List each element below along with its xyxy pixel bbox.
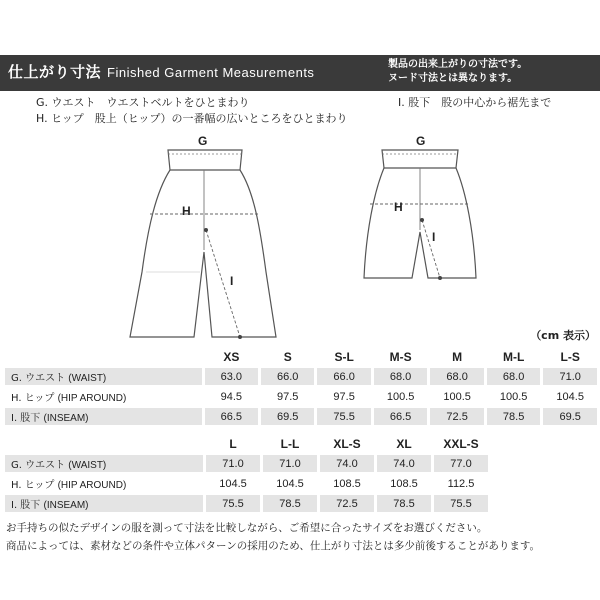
- definition-inseam: I. 股下 股の中心から裾先まで: [398, 96, 552, 109]
- row-label-en: (INSEAM): [43, 413, 89, 424]
- table-cell: 74.0: [320, 455, 374, 472]
- table-cell: 104.5: [206, 475, 260, 492]
- table-cell: 72.5: [320, 495, 374, 512]
- measurement-definitions-right: [398, 95, 551, 111]
- unit-note: （cm 表示）: [530, 329, 596, 342]
- table-cell: 66.5: [205, 408, 258, 425]
- title-en: Finished Garment Measurements: [107, 65, 315, 80]
- table-cell: 63.0: [205, 368, 258, 385]
- table-row-inseam: [5, 495, 488, 512]
- table-cell: 66.0: [317, 368, 370, 385]
- table-cell: 112.5: [434, 475, 488, 492]
- header-note: [388, 58, 527, 86]
- diagram-label-inseam: I: [432, 230, 436, 244]
- table-cell: 100.5: [430, 388, 484, 405]
- table-row-hip: [5, 388, 597, 405]
- long-pants-illustration: [120, 132, 290, 342]
- table-cell: 66.5: [374, 408, 428, 425]
- table-cell: 71.0: [263, 455, 317, 472]
- table-cell: 68.0: [430, 368, 484, 385]
- table-cell: 78.5: [263, 495, 317, 512]
- definition-hip: H. ヒップ 股上（ヒップ）の一番幅の広いところをひとまわり: [36, 112, 348, 125]
- table-row-waist: [5, 368, 597, 385]
- table-cell: 97.5: [261, 388, 314, 405]
- diagram-label-hip: H: [394, 200, 403, 214]
- row-label-en: (HIP AROUND): [57, 393, 127, 404]
- table-cell: 94.5: [205, 388, 258, 405]
- table-cell: 78.5: [377, 495, 431, 512]
- header-note-line: 製品の出来上がりの寸法です。: [388, 59, 528, 70]
- table-cell: 108.5: [377, 475, 431, 492]
- table-row-inseam: [5, 408, 597, 425]
- row-label-waist: [5, 368, 202, 385]
- size-header: L: [229, 436, 237, 451]
- diagram-label-inseam: I: [230, 274, 234, 288]
- table-cell: 66.0: [261, 368, 314, 385]
- table-cell: 71.0: [543, 368, 597, 385]
- diagram-label-waist: G: [416, 134, 426, 148]
- table-cell: 68.0: [487, 368, 541, 385]
- definition-waist: G. ウエスト ウエストベルトをひとまわり: [36, 96, 250, 109]
- table-cell: 69.5: [543, 408, 597, 425]
- table-cell: 104.5: [543, 388, 597, 405]
- size-header: S: [283, 349, 292, 364]
- row-label-jp: G. ウエスト: [11, 373, 69, 384]
- size-header: XS: [223, 349, 240, 364]
- footer-notes: [6, 519, 540, 555]
- table-cell: 71.0: [206, 455, 260, 472]
- header-blank: [5, 435, 203, 452]
- header-note-line: ヌード寸法とは異なります。: [388, 73, 518, 84]
- table-cell: 75.5: [434, 495, 488, 512]
- table-cell: 108.5: [320, 475, 374, 492]
- short-pants-diagram: [360, 132, 480, 282]
- table-cell: 68.0: [374, 368, 428, 385]
- table-row-hip: [5, 475, 488, 492]
- row-label-hip: [5, 388, 202, 405]
- short-pants-illustration: [360, 132, 480, 282]
- row-label-inseam: [5, 495, 203, 512]
- size-header-row: [5, 348, 597, 365]
- header-blank: [5, 348, 202, 365]
- table-cell: 100.5: [374, 388, 428, 405]
- row-label-en: (HIP AROUND): [57, 480, 127, 491]
- size-header-row: [5, 435, 488, 452]
- row-label-jp: I. 股下: [11, 500, 44, 511]
- size-header: XL: [396, 436, 412, 451]
- row-label-waist: [5, 455, 203, 472]
- table-cell: 69.5: [261, 408, 314, 425]
- size-header: M-S: [389, 349, 412, 364]
- size-header: L-L: [280, 436, 300, 451]
- title-jp: 仕上がり寸法: [8, 63, 102, 81]
- diagram-label-waist: G: [198, 134, 208, 148]
- table-cell: 77.0: [434, 455, 488, 472]
- table-cell: 97.5: [317, 388, 370, 405]
- row-label-inseam: [5, 408, 202, 425]
- row-label-jp: H. ヒップ: [11, 393, 58, 404]
- diagram-label-hip: H: [182, 204, 191, 218]
- size-header: XL-S: [333, 436, 361, 451]
- row-label-jp: H. ヒップ: [11, 480, 58, 491]
- footer-note-line: お手持ちの似たデザインの服を測って寸法を比較しながら、ご希望に合ったサイズをお選びください。: [6, 522, 488, 534]
- row-label-en: (WAIST): [68, 373, 107, 384]
- size-header: L-S: [560, 349, 580, 364]
- size-header: S-L: [334, 349, 354, 364]
- row-label-en: (WAIST): [68, 460, 107, 471]
- header-bar: [0, 55, 600, 91]
- table-cell: 100.5: [487, 388, 541, 405]
- long-pants-diagram: [120, 132, 290, 342]
- table-cell: 72.5: [430, 408, 484, 425]
- size-header: XXL-S: [443, 436, 479, 451]
- footer-note-line: 商品によっては、素材などの条件や立体パターンの採用のため、仕上がり寸法とは多少前後することがあります。: [6, 540, 541, 552]
- size-table-1: [2, 345, 600, 428]
- row-label-hip: [5, 475, 203, 492]
- row-label-en: (INSEAM): [43, 500, 89, 511]
- table-cell: 75.5: [317, 408, 370, 425]
- size-header: M: [452, 349, 463, 364]
- measurement-definitions-left: [36, 95, 348, 127]
- row-label-jp: G. ウエスト: [11, 460, 69, 471]
- size-table-2: [2, 432, 491, 515]
- page-title: [8, 61, 314, 82]
- table-cell: 74.0: [377, 455, 431, 472]
- table-cell: 78.5: [487, 408, 541, 425]
- row-label-jp: I. 股下: [11, 413, 44, 424]
- size-header: M-L: [502, 349, 525, 364]
- table-row-waist: [5, 455, 488, 472]
- table-cell: 75.5: [206, 495, 260, 512]
- table-cell: 104.5: [263, 475, 317, 492]
